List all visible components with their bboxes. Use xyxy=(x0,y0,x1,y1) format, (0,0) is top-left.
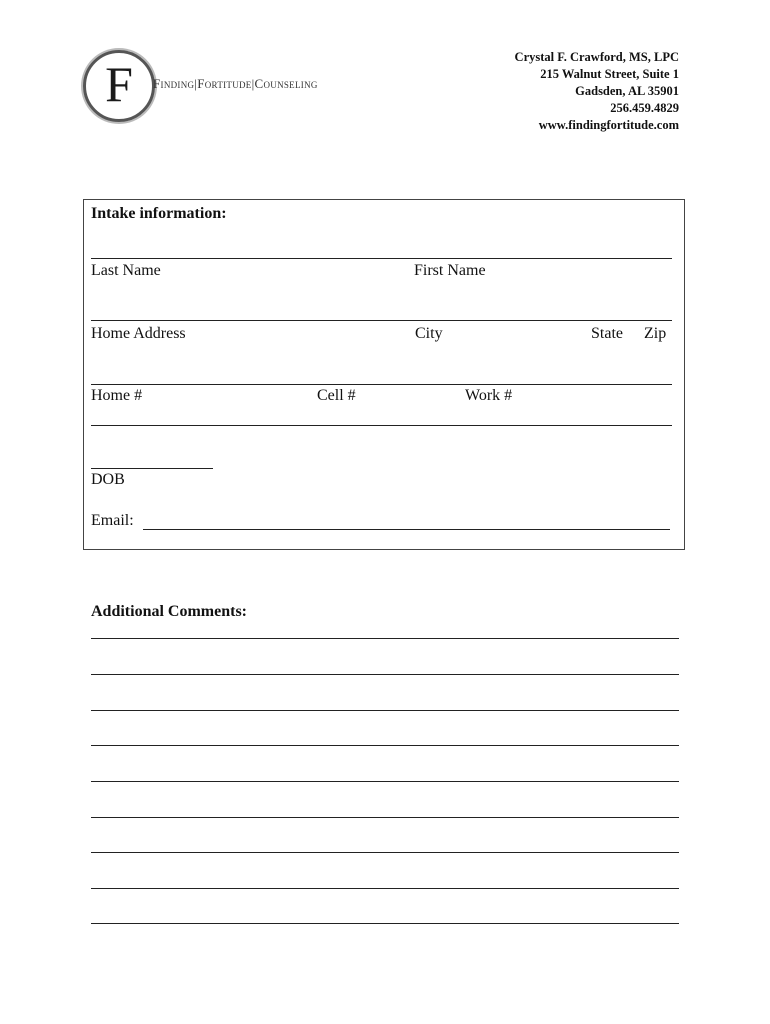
cell-phone-label: Cell # xyxy=(317,387,356,404)
address-input-line[interactable] xyxy=(91,320,672,321)
name-input-line[interactable] xyxy=(91,258,672,259)
contact-city-state-zip: Gadsden, AL 35901 xyxy=(575,84,679,98)
work-phone-label: Work # xyxy=(465,387,513,404)
contact-street: 215 Walnut Street, Suite 1 xyxy=(540,67,679,81)
home-phone-label: Home # xyxy=(91,387,143,404)
contact-phone: 256.459.4829 xyxy=(610,101,679,115)
zip-label: Zip xyxy=(644,325,667,342)
contact-website: www.findingfortitude.com xyxy=(538,118,679,132)
phone-input-line[interactable] xyxy=(91,384,672,385)
comment-line[interactable] xyxy=(91,781,679,782)
logo-wordmark: Finding|Fortitude|Counseling xyxy=(153,76,318,91)
email-label: Email: xyxy=(91,512,134,529)
state-label: State xyxy=(591,325,623,342)
intake-form-box xyxy=(83,199,685,550)
comment-line[interactable] xyxy=(91,888,679,889)
last-name-label: Last Name xyxy=(91,262,161,279)
logo-letter: F xyxy=(105,56,133,112)
comment-line[interactable] xyxy=(91,817,679,818)
comment-line[interactable] xyxy=(91,745,679,746)
first-name-label: First Name xyxy=(414,262,486,279)
comments-title: Additional Comments: xyxy=(91,603,248,620)
comment-line[interactable] xyxy=(91,852,679,853)
contact-block xyxy=(515,49,679,134)
comment-line[interactable] xyxy=(91,923,679,924)
comment-line[interactable] xyxy=(91,638,679,639)
dob-input-line[interactable] xyxy=(91,468,213,469)
city-label: City xyxy=(415,325,443,342)
phone-extra-line[interactable] xyxy=(91,425,672,426)
email-input-line[interactable] xyxy=(143,529,670,530)
home-address-label: Home Address xyxy=(91,325,186,342)
dob-label: DOB xyxy=(91,471,125,488)
contact-name: Crystal F. Crawford, MS, LPC xyxy=(514,50,679,64)
company-logo xyxy=(83,50,383,122)
comment-line[interactable] xyxy=(91,674,679,675)
intake-title: Intake information: xyxy=(91,205,227,222)
comment-line[interactable] xyxy=(91,710,679,711)
